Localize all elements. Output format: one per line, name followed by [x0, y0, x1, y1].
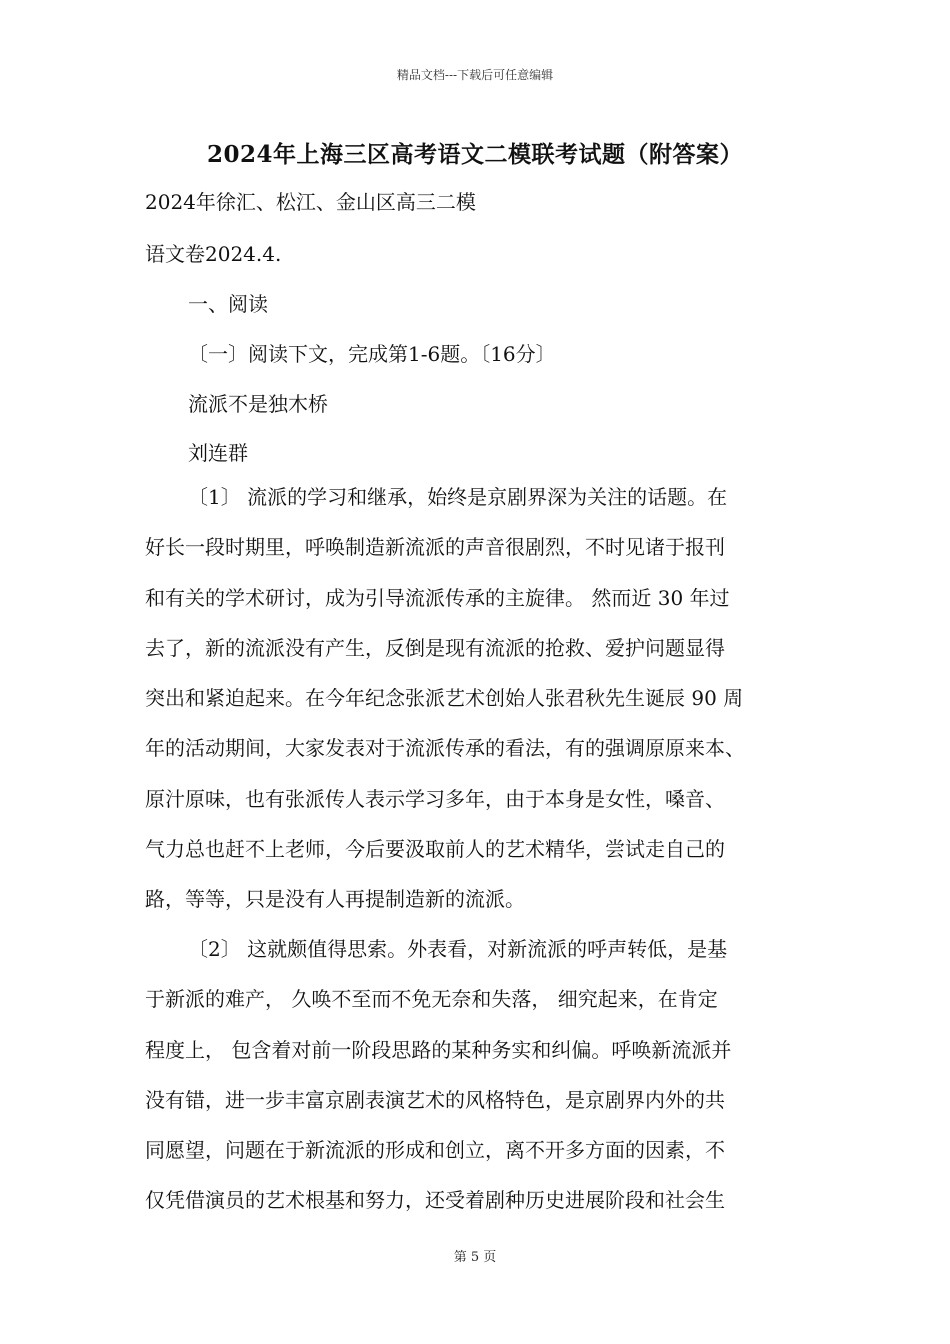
article-author: 刘连群 — [188, 441, 248, 465]
subsection-instruction: 〔一〕阅读下文，完成第1-6题。〔16分〕 — [188, 342, 556, 366]
paragraph-2-line: 仅凭借演员的艺术根基和努力，还受着剧种历史进展阶段和社会生 — [145, 1188, 725, 1213]
paragraph-2-line: 没有错，进一步丰富京剧表演艺术的风格特色，是京剧界内外的共 — [145, 1087, 725, 1112]
paragraph-1-line: 突出和紧迫起来。在今年纪念张派艺术创始人张君秋先生诞辰 90 周 — [145, 686, 744, 711]
document-title: 2024年上海三区高考语文二模联考试题（附答案） — [206, 141, 743, 168]
paragraph-1-line: 和有关的学术研讨，成为引导流派传承的主旋律。 然而近 30 年过 — [145, 585, 730, 610]
paragraph-1-line: 年的活动期间，大家发表对于流派传承的看法，有的强调原原来本、 — [145, 736, 745, 761]
paragraph-1-line: 路，等等，只是没有人再提制造新的流派。 — [145, 887, 525, 912]
paragraph-2-line: 同愿望，问题在于新流派的形成和创立，离不开多方面的因素，不 — [145, 1138, 725, 1163]
paragraph-1-line: 气力总也赶不上老师，今后要汲取前人的艺术精华，尝试走自己的 — [145, 837, 725, 862]
article-title: 流派不是独木桥 — [188, 392, 328, 416]
paragraph-1 — [145, 472, 825, 925]
page-header: 精品文档---下载后可任意编辑 — [396, 68, 554, 82]
exam-subtitle-line1: 2024年徐汇、松江、金山区高三二模 — [145, 190, 476, 214]
section-heading: 一、阅读 — [188, 292, 268, 316]
paragraph-2-line: 〔2〕 这就颇值得思索。外表看，对新流派的呼声转低，是基 — [188, 937, 728, 961]
paragraph-1-line: 去了，新的流派没有产生，反倒是现有流派的抢救、爱护问题显得 — [145, 635, 725, 660]
paragraph-2-line: 程度上， 包含着对前一阶段思路的某种务实和纠偏。呼唤新流派并 — [145, 1037, 732, 1062]
paragraph-1-line: 好长一段时期里，呼唤制造新流派的声音很剧烈，不时见诸于报刊 — [145, 535, 725, 560]
paragraph-1-line: 〔1〕 流派的学习和继承，始终是京剧界深为关注的话题。在 — [188, 485, 728, 509]
paragraph-2-line: 于新派的难产， 久唤不至而不免无奈和失落， 细究起来，在肯定 — [145, 987, 718, 1012]
paragraph-1-line: 原汁原味，也有张派传人表示学习多年，由于本身是女性，嗓音、 — [145, 786, 725, 811]
exam-subtitle-line2: 语文卷2024.4. — [145, 242, 282, 266]
paragraph-2 — [145, 924, 825, 1226]
page-number: 第 5 页 — [453, 1250, 497, 1265]
